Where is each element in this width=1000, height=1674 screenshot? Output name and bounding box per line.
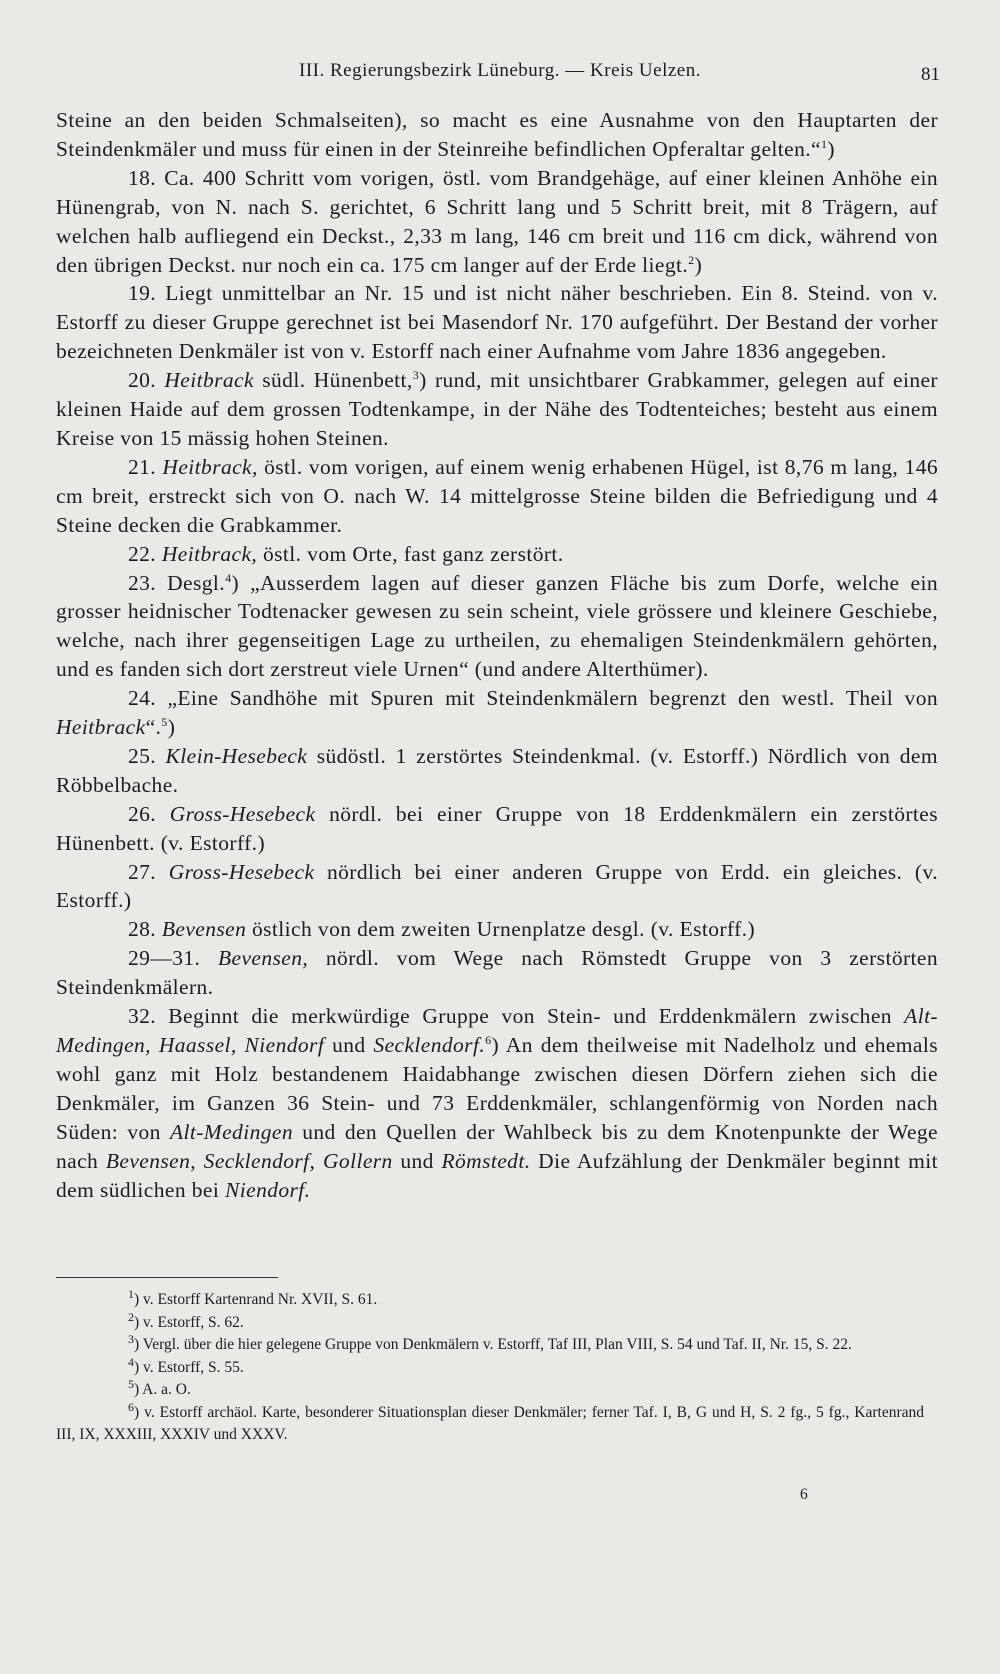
footnote-text: ) v. Estorff archäol. Karte, besonderer Situationsplan dieser Denkmäler; ferner Taf. I, B, G und H, S. 2 fg., 5 fg., Kartenrand III, IX, XXXIII, XXXIV und XXXV. [56, 1403, 924, 1443]
text-run: und [332, 1033, 366, 1057]
signature-mark: 6 [800, 1486, 808, 1503]
entry-number: 27. [128, 859, 157, 884]
entry-25 [56, 742, 938, 800]
footnote-text: ) A. a. O. [134, 1381, 191, 1398]
text-run: nördlich bei einer anderen Gruppe von Erdd. ein gleiches. (v. Estorff.) [56, 859, 938, 913]
place-name: Römstedt. [441, 1148, 531, 1173]
footnote [56, 1354, 924, 1380]
text-run: Steine an den beiden Schmalseiten), so macht es eine Ausnahme von den Hauptarten der Steindenkmäler und muss für einen in der Steinreihe befindlichen Opferaltar gelten.“ [56, 108, 938, 161]
entry-number: 29—31. [128, 946, 201, 971]
entry-number: 21. [128, 454, 157, 479]
text-run: südl. Hünenbett, [262, 368, 413, 393]
entry-24 [56, 684, 938, 742]
text-run: östlich von dem zweiten Urnenplatze desgl. (v. Estorff.) [252, 917, 756, 942]
text-run: 18. Ca. 400 Schritt vom vorigen, östl. vom Brandgehäge, auf einer kleinen Anhöhe ein Hünengrab, von N. nach S. gerichtet, 6 Schritt lang und 5 Schritt breit, mit 8 Trägern, auf welchen halb aufliegend ein Deckst., 2,33 m lang, 146 cm breit und 116 cm dick, während von den übrigen Deckst. nur noch ein ca. 175 cm langer auf der Erde liegt. [56, 165, 938, 277]
footnote-mark: 1 [128, 1286, 134, 1301]
entry-number: 20. [128, 368, 157, 393]
entry-18 [56, 164, 938, 280]
footnotes [56, 1286, 924, 1447]
place-name: Heitbrack [164, 368, 254, 393]
footnote-text: ) Vergl. über die hier gelegene Gruppe von Denkmälern v. Estorff, Taf III, Plan VIII, S. 54 und Taf. II, Nr. 15, S. 22. [134, 1336, 852, 1353]
text-run: ) „Ausserdem lagen auf dieser ganzen Fläche bis zum Dorfe, welche ein grosser heidnischer Todtenacker gewesen zu sein scheint, viele grössere und kleinere Geschiebe, welche, nach ihrer gegenseitigen Lage zu urtheilen, zu ehemaligen Steindenkmälern gehörten, und es fanden sich dort zerstreut viele Urnen“ (und andere Alterthümer). [56, 570, 938, 682]
footnote-mark: 5 [128, 1376, 134, 1391]
entry-number: 25. [128, 743, 157, 768]
footnote-mark: 2 [128, 1309, 134, 1324]
footnote-ref: 2 [688, 252, 695, 267]
text-run: östl. vom vorigen, auf einem wenig erhabenen Hügel, ist 8,76 m lang, 146 cm breit, erstreckt sich von O. nach W. 14 mittelgrosse Steine bilden die Befriedigung und 4 Steine decken die Grabkammer. [56, 454, 938, 537]
footnote [56, 1399, 924, 1447]
place-name: Gross-Hesebeck [168, 859, 315, 884]
footnote-ref: 6 [485, 1032, 492, 1047]
text-run: ) [827, 136, 835, 161]
text-run: ) [694, 252, 703, 277]
footnote-ref: 4 [225, 570, 232, 585]
text-run: nördl. bei einer Gruppe von 18 Erddenkmälern ein zerstörtes Hünenbett. (v. Estorff.) [56, 801, 938, 855]
footnote-ref: 3 [412, 368, 420, 382]
footnote-mark: 4 [128, 1354, 134, 1369]
page-header [60, 60, 940, 94]
entry-26 [56, 800, 938, 858]
text-run: 32. Beginnt die merkwürdige Gruppe von Stein- und Erddenkmälern zwischen [128, 1004, 892, 1029]
place-name: Klein-Hesebeck [165, 743, 308, 768]
text-run: 23. Desgl. [128, 570, 226, 595]
running-head: III. Regierungsbezirk Lüneburg. — Kreis Uelzen. [299, 60, 701, 81]
footnote [56, 1286, 924, 1312]
place-name: Bevensen, Secklendorf, Gollern [105, 1148, 393, 1173]
place-name: Heitbrack, [162, 454, 258, 479]
place-name: Gross-Hesebeck [169, 801, 316, 826]
footnote [56, 1331, 924, 1357]
body-text [56, 106, 938, 1204]
place-name: Heitbrack [56, 715, 146, 740]
text-run: ) [167, 715, 176, 740]
place-name: Heitbrack, [161, 541, 258, 566]
text-run: und den Quellen der Wahlbeck bis zu dem Knotenpunkte der Wege nach [56, 1119, 939, 1173]
entry-number: 28. [128, 917, 157, 942]
entry-number: 22. [128, 541, 157, 566]
footnote-text: ) v. Estorff Kartenrand Nr. XVII, S. 61. [134, 1291, 378, 1308]
entry-21 [56, 453, 938, 540]
entry-28 [56, 915, 938, 944]
entry-19: 19. Liegt unmittelbar an Nr. 15 und ist nicht näher beschrieben. Ein 8. Steind. von v. Estorff zu dieser Gruppe gerechnet ist bei Masendorf Nr. 170 aufgeführt. Der Bestand der vorher bezeichneten Denkmäler ist von v. Estorff nach einer Aufnahme vom Jahre 1836 angegeben. [56, 281, 938, 364]
footnote-ref: 5 [161, 714, 168, 729]
entry-23 [56, 569, 938, 685]
place-name: Alt-Medingen, Haassel, Niendorf [56, 1004, 938, 1057]
place-name: Bevensen [161, 917, 247, 942]
text-run: ) An dem theilweise mit Nadelholz und ehemals wohl ganz mit Holz bestandenem Haidabhange zwischen diesen Dörfern ziehen sich die Denkmäler, im Ganzen 36 Stein- und 73 Erddenkmäler, schlangenförmig von Norden nach Süden: von [56, 1033, 939, 1144]
entry-22 [56, 540, 938, 569]
paragraph-continued [56, 106, 938, 164]
footnote-text: ) v. Estorff, S. 55. [134, 1358, 244, 1376]
place-name: Bevensen, [218, 946, 309, 971]
footnote-text: ) v. Estorff, S. 62. [134, 1313, 244, 1331]
entry-29-31 [56, 944, 938, 1002]
entry-32 [56, 1002, 938, 1204]
page-number: 81 [921, 64, 940, 85]
entry-number: 26. [128, 801, 157, 826]
text-run: ) rund, mit unsichtbarer Grabkammer, gelegen auf einer kleinen Haide auf dem grossen Todtenkampe, in der Nähe des Todtenteiches; besteht aus einem Kreise von 15 mässig hohen Steinen. [56, 368, 938, 450]
place-name: Alt-Medingen [169, 1119, 293, 1144]
text-run: nördl. vom Wege nach Römstedt Gruppe von 3 zerstörten Steindenkmälern. [56, 946, 938, 1000]
entry-20 [56, 366, 938, 453]
footnote-mark: 6 [128, 1399, 134, 1414]
place-name: Niendorf. [225, 1177, 311, 1202]
text-run: und [400, 1148, 434, 1173]
footnote-mark: 3 [128, 1331, 134, 1346]
text-run: südöstl. 1 zerstörtes Steindenkmal. (v. Estorff.) Nördlich von dem Röbbelbache. [56, 743, 938, 797]
text-run: Die Aufzählung der Denkmäler beginnt mit dem südlichen bei [56, 1148, 938, 1202]
footnote [56, 1376, 924, 1402]
text-run: östl. vom Orte, fast ganz zerstört. [262, 541, 564, 566]
place-name: Secklendorf. [373, 1033, 486, 1057]
text-run: “. [145, 715, 162, 740]
text-run: 24. „Eine Sandhöhe mit Spuren mit Steindenkmälern begrenzt den westl. Theil von [128, 686, 938, 711]
footnote-ref: 1 [820, 136, 828, 151]
footnote-rule [56, 1277, 278, 1278]
entry-27 [56, 858, 938, 916]
footnote [56, 1309, 924, 1335]
